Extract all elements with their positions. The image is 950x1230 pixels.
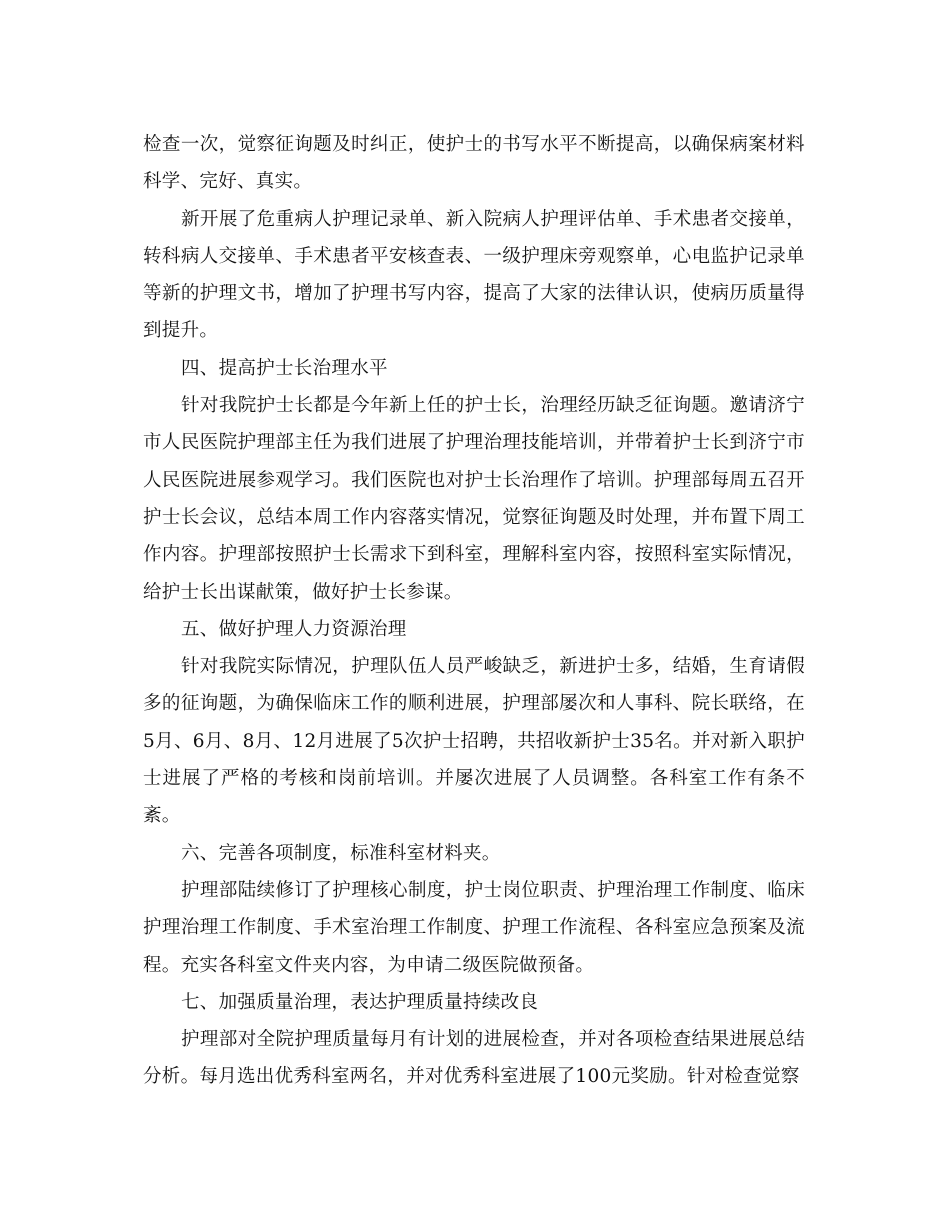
section-heading-4: 四、提高护士长治理水平 [181,357,388,379]
section-heading-7: 七、加强质量治理，表达护理质量持续改良 [181,991,539,1013]
paragraph-2: 新开展了危重病人护理记录单、新入院病人护理评估单、手术患者交接单，转科病人交接单、手术患者平安核查表、一级护理床旁观察单，心电监护记录单等新的护理文书，增加了护理书写内容，提高了大家的法律认识，使病历质量得到提升。 [143,208,805,342]
paragraph-4: 针对我院实际情况，护理队伍人员严峻缺乏，新进护士多，结婚，生育请假多的征询题，为确保临床工作的顺利进展，护理部屡次和人事科、院长联络，在5月、6月、8月、12月进展了5次护士招聘，共招收新护士35名。并对新入职护士进展了严格的考核和岗前培训。并屡次进展了人员调整。各科室工作有条不紊。 [143,656,805,827]
paragraph-5: 护理部陆续修订了护理核心制度，护士岗位职责、护理治理工作制度、临床护理治理工作制度、手术室治理工作制度、护理工作流程、各科室应急预案及流程。充实各科室文件夹内容，为申请二级医院做预备。 [143,879,805,976]
paragraph-1: 检查一次，觉察征询题及时纠正，使护士的书写水平不断提高，以确保病案材料科学、完好、真实。 [143,134,805,193]
section-heading-5: 五、做好护理人力资源治理 [181,618,407,640]
paragraph-6: 护理部对全院护理质量每月有计划的进展检查，并对各项检查结果进展总结分析。每月选出优秀科室两名，并对优秀科室进展了100元奖励。针对检查觉察 [143,1029,805,1088]
paragraph-3: 针对我院护士长都是今年新上任的护士长，治理经历缺乏征询题。邀请济宁市人民医院护理部主任为我们进展了护理治理技能培训，并带着护士长到济宁市人民医院进展参观学习。我们医院也对护士长治理作了培训。护理部每周五召开护士长会议，总结本周工作内容落实情况，觉察征询题及时处理，并布置下周工作内容。护理部按照护士长需求下到科室，理解科室内容，按照科室实际情况，给护士长出谋献策，做好护士长参谋。 [143,395,805,603]
section-heading-6: 六、完善各项制度，标准科室材料夹。 [181,842,501,864]
document-body [143,126,805,1096]
